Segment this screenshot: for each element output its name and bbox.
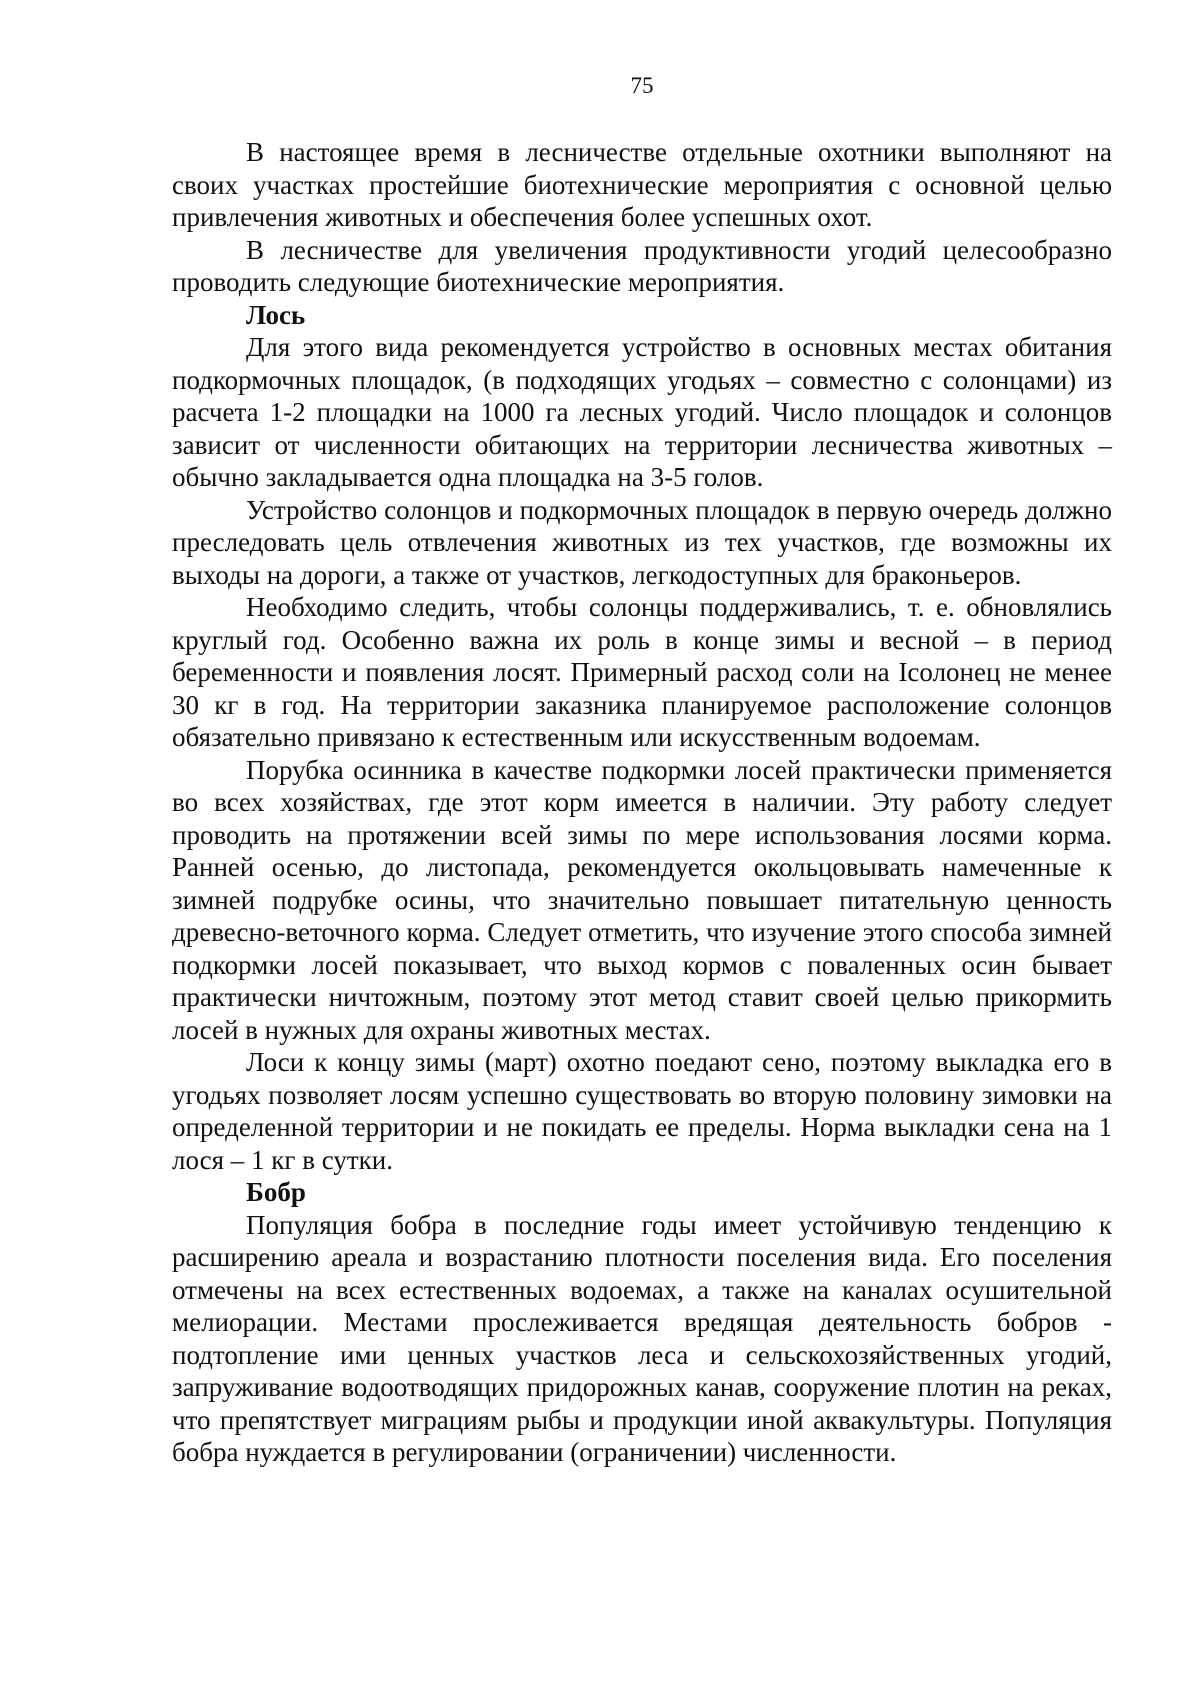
paragraph: Устройство солонцов и подкормочных площадок в первую очередь должно преследовать цель отвлечения животных из тех участков, где возможны их выходы на дороги, а также от участков, легкодоступных для браконьеров.	[172, 494, 1112, 590]
document-body	[172, 136, 1112, 1469]
section-heading-beaver: Бобр	[246, 1177, 306, 1207]
section-heading-moose: Лось	[246, 299, 306, 330]
paragraph: Популяция бобра в последние годы имеет устойчивую тенденцию к расширению ареала и возрастанию плотности поселения вида. Его поселения отмечены на всех естественных водоемах, а также на каналах осушительной мелиорации. Местами прослеживается вредящая деятельность бобров - подтопление ими ценных участков леса и сельскохозяйственных угодий, запруживание водоотводящих придорожных канав, сооружение плотин на реках, что препятствует миграциям рыбы и продукции иной аквакультуры. Популяция бобра нуждается в регулировании (ограничении) численности.	[172, 1209, 1112, 1467]
paragraph: Для этого вида рекомендуется устройство в основных местах обитания подкормочных площадок, (в подходящих угодьях – совместно с солонцами) из расчета 1-2 площадки на 1000 га лесных угодий. Число площадок и солонцов зависит от численности обитающих на территории лесничества животных – обычно закладывается одна площадка на 3-5 голов.	[172, 332, 1112, 492]
paragraph: В лесничестве для увеличения продуктивности угодий целесообразно проводить следующие биотехнические мероприятия.	[172, 234, 1112, 297]
paragraph: Порубка осинника в качестве подкормки лосей практически применяется во всех хозяйствах, где этот корм имеется в наличии. Эту работу следует проводить на протяжении всей зимы по мере использования лосями корма. Ранней осенью, до листопада, рекомендуется окольцовывать намеченные к зимней подрубке осины, что значительно повышает питательную ценность древесно-веточного корма. Следует отметить, что изучение этого способа зимней подкормки лосей показывает, что выход кормов с поваленных осин бывает практически ничтожным, поэтому этот метод ставит своей целью прикормить лосей в нужных для охраны животных местах.	[172, 754, 1112, 1045]
paragraph: Лоси к концу зимы (март) охотно поедают сено, поэтому выкладка его в угодьях позволяет лосям успешно существовать во вторую половину зимовки на определенной территории и не покидать ее пределы. Норма выкладки сена на 1 лося – 1 кг в сутки.	[172, 1047, 1112, 1175]
paragraph: Необходимо следить, чтобы солонцы поддерживались, т. е. обновлялись круглый год. Особенно важна их роль в конце зимы и весной – в период беременности и появления лосят. Примерный расход соли на Iсолонец не менее 30 кг в год. На территории заказника планируемое расположение солонцов обязательно привязано к естественным или искусственным водоемам.	[172, 592, 1112, 752]
paragraph: В настоящее время в лесничестве отдельные охотники выполняют на своих участках простейшие биотехнические мероприятия с основной целью привлечения животных и обеспечения более успешных охот.	[172, 137, 1112, 232]
page-number: 75	[630, 73, 654, 98]
